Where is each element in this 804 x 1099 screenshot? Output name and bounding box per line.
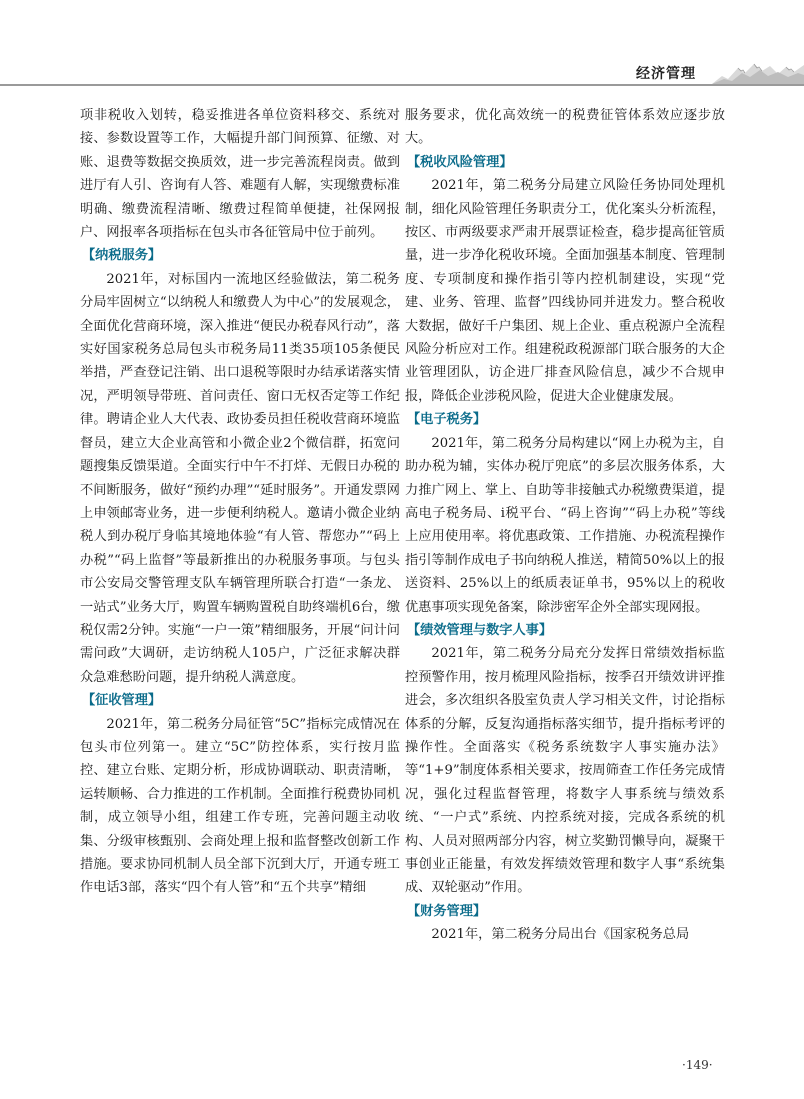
- paragraph: 2021年，第二税务分局建立风险任务协同处理机制，细化风险管理任务职责分工，优化案头分析流程，按区、市两级要求严肃开展票证检查，稳步提高征管质量，进一步净化税收环境。全面加强基本制度、管理制度、专项制度和操作指引等内控机制建设，实现“党建、业务、管理、监督”四线协同并进发力。整合税收大数据，做好千户集团、规上企业、重点税源户全流程风险分析应对工作。组建税政税源部门联合服务的大企业管理团队，访企进厂排查风险信息，减少不合规申报，降低企业涉税风险，促进大企业健康发展。: [405, 178, 725, 404]
- running-header-title: 经济管理: [636, 66, 696, 82]
- paragraph: 2021年，第二税务分局构建以“网上办税为主，自助办税为辅，实体办税厅兜底”的多层次服务体系，大力推广网上、掌上、自助等非接触式办税缴费渠道，提高电子税务局、i税平台、“码上咨询”“码上办税”等线上应用使用率。将优惠政策、工作措施、办税流程操作指引等制作成电子书向纳税人推送，精简50%以上的报送资料、25%以上的纸质表证单书，95%以上的税收优惠事项实现免备案，除涉密军企外全部实现网报。: [405, 435, 725, 615]
- section-heading-tax-risk-management: 【税收风险管理】: [407, 154, 513, 170]
- paragraph: 2021年，第二税务分局充分发挥日常绩效指标监控预警作用，按月梳理风险指标，按季召开绩效讲评推进会，多次组织各股室负责人学习相关文件，讨论指标体系的分解，反复沟通指标落实细节，提升指标考评的操作性。全面落实《税务系统数字人事实施办法》等“1+9”制度体系相关要求，按周筛查工作任务完成情况，强化过程监督管理，将数字人事系统与绩效系统、“一户式”系统、内控系统对接，完成各系统的机构、人员对照两部分内容，树立奖勤罚懒导向，凝聚干事创业正能量，有效发挥绩效管理和数字人事“系统集成、双轮驱动”作用。: [405, 646, 725, 896]
- section-heading-financial-management: 【财务管理】: [407, 903, 487, 919]
- paragraph: 2021年，第二税务分局出台《国家税务总局: [431, 927, 690, 943]
- paragraph: 2021年，对标国内一流地区经验做法，第二税务分局牢固树立“以纳税人和缴费人为中心”的发展观念，全面优化营商环境，深入推进“便民办税春风行动”，落实好国家税务总局包头市税务局11类35项105条便民举措，严查登记注销、出口退税等限时办结承诺落实情况，严明领导带班、首问责任、窗口无权否定等工作纪律。聘请企业人大代表、政协委员担任税收营商环境监督员，建立大企业高管和小微企业2个微信群，拓宽问题搜集反馈渠道。全面实行中午不打烊、无假日办税的不间断服务，做好“预约办理”“延时服务”。开通发票网上申领邮寄业务，进一步便利纳税人。邀请小微企业纳税人到办税厅身临其境地体验“有人管、帮您办”“码上办税”“码上监督”等最新推出的办税服务事项。与包头市公安局交警管理支队车辆管理所联合打造“一条龙、一站式”业务大厅，购置车辆购置税自助终端机6台，缴税仅需2分钟。实施“一户一策”精细服务，开展“问计问需问政”大调研，走访纳税人105户，广泛征求解决群众急难愁盼问题，提升纳税人满意度。: [80, 271, 400, 685]
- header-rule: [0, 84, 804, 86]
- section-heading-collection-management: 【征收管理】: [82, 693, 162, 709]
- mountain-decoration-icon: [712, 56, 804, 86]
- section-heading-e-taxation: 【电子税务】: [407, 412, 487, 428]
- page-number: ·149·: [682, 1058, 713, 1072]
- paragraph: 项非税收入划转，稳妥推进各单位资料移交、系统对接、参数设置等工作，大幅提升部门间预算、征缴、对账、退费等数据交换质效，进一步完善流程岗责。做到进厅有人引、咨询有人答、难题有人解，实现缴费标准明确、缴费流程清晰、缴费过程简单便捷，社保网报户、网报率各项指标在包头市各征管局中位于前列。: [80, 108, 400, 241]
- section-heading-tax-service: 【纳税服务】: [82, 248, 162, 264]
- paragraph: 2021年，第二税务分局征管“5C”指标完成情况在包头市位列第一。建立“5C”防控体系，实行按月监控、建立台账、定期分析，形成协调联动、职责清晰，运转顺畅、合力推进的工作机制。全面推行税费协同机制，成立领导小组，组建工作专班，完善问题主动收集、分级审核甄别、会商处理上报和监督整改创新工作措施。要求协同机制人员全部下沉到大厅，开通专班工作电话3部，落实“四个有人管”和“五个共享”精细: [80, 716, 400, 896]
- section-heading-performance-management: 【绩效管理与数字人事】: [407, 622, 553, 638]
- paragraph: 服务要求，优化高效统一的税费征管体系效应逐步放大。: [405, 108, 725, 147]
- left-column: [80, 104, 400, 900]
- right-column: [405, 104, 725, 947]
